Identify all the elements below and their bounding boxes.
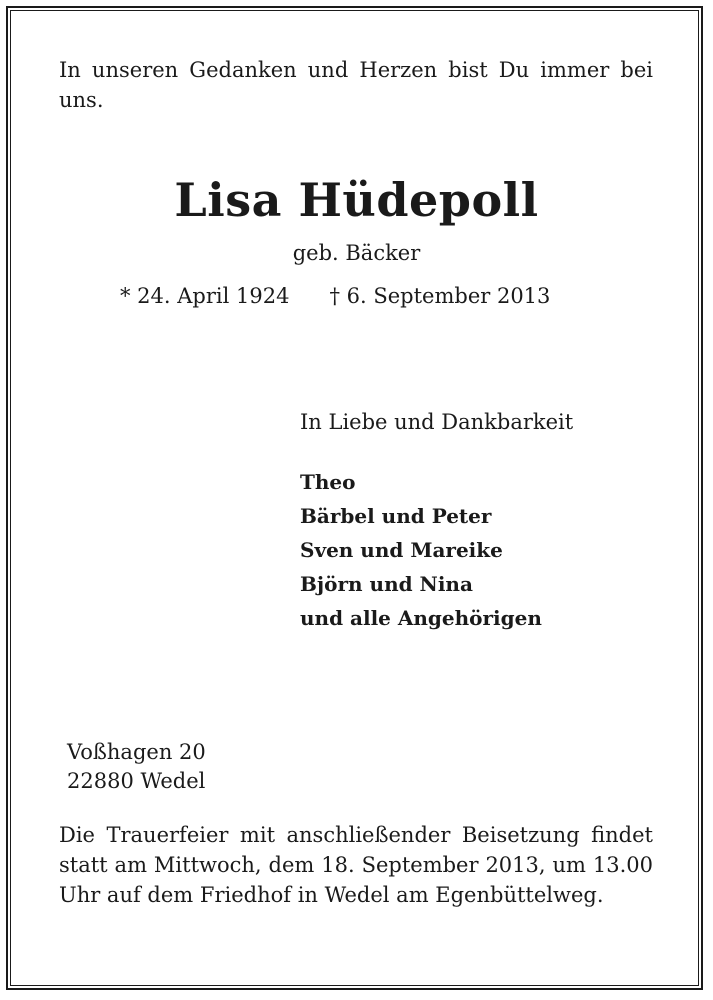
address-city: 22880 Wedel — [67, 769, 206, 793]
mourner-name: und alle Angehörigen — [300, 606, 542, 630]
mourners-list — [300, 465, 542, 635]
birth-date: * 24. April 1924 — [120, 284, 290, 308]
mourner-name: Bärbel und Peter — [300, 504, 492, 528]
mourners-intro: In Liebe und Dankbarkeit — [300, 410, 574, 434]
deceased-name: Lisa Hüdepoll — [174, 173, 539, 227]
address-street: Voßhagen 20 — [67, 740, 206, 764]
mourner-name: Theo — [300, 470, 356, 494]
death-date: † 6. September 2013 — [329, 284, 551, 308]
life-dates — [120, 282, 600, 310]
maiden-name: geb. Bäcker — [292, 241, 421, 265]
mourner-name: Björn und Nina — [300, 572, 473, 596]
motto-text: In unseren Gedanken und Herzen bist Du immer bei uns. — [59, 58, 653, 112]
service-details: Die Trauerfeier mit anschließender Beisetzung findet statt am Mittwoch, dem 18. September 2013, um 13.00 Uhr auf dem Friedhof in Wedel am Egenbüttelweg. — [59, 823, 653, 907]
mourner-name: Sven und Mareike — [300, 538, 503, 562]
address-block — [67, 738, 206, 796]
